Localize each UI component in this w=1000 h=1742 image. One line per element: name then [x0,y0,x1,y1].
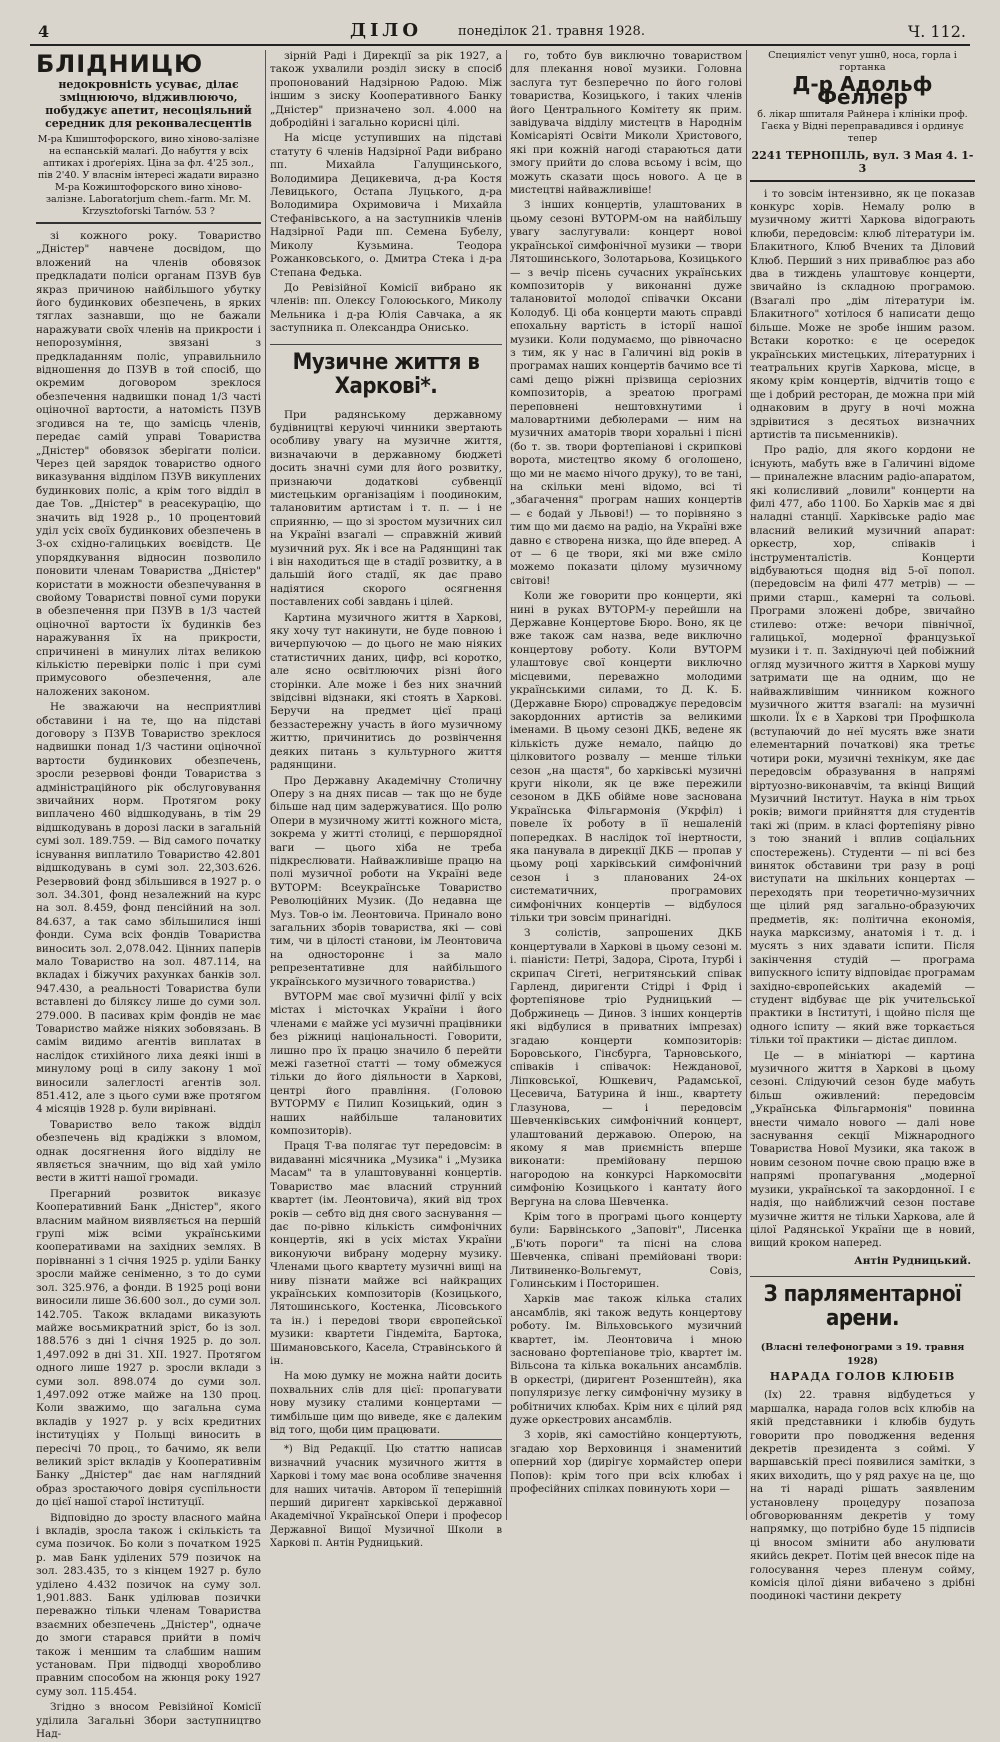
column-2 [270,50,502,1550]
page-number: 4 [38,22,50,41]
article-paragraph: Згідно з вносом Ревізійної Комісії уділила Загальні Збори заступництво Над- [36,1701,261,1741]
column-3 [510,50,742,1520]
column-1 [36,50,261,1741]
ad-description: б. лікар шпиталя Райнера і клініки проф. Гаєка у Відні переправадився і ординує тепер [757,108,968,144]
ad-text: недокровність усуває, ділає зміцнюючо, відживлюючо, побуджує апетит, несоціяльний середник для реконвалесцентів [45,78,252,130]
article-paragraph: На місце уступивших на підставі статуту 6 членів Надзірної Ради вибрано пп. Михайла Галущинського, Володимира Децикевича, д-ра Костя Левицького, Остапа Луцького, д-ра Володимира Охримовича і Михайла Стефанівського, а на заступників членів Надзірної Ради пп. Семена Бубелу, Миколу Кузьмина. Теодора Рожанковського, о. Дмитра Стека і д-ра Степана Федька. [270,132,502,279]
article-paragraph: З хорів, які самостійно концертують, згадаю хор Верховинця і знаменитий оперний хор (дирігує хормайстер опери Попов): крім того при всіх клюбах і професійних спілках повинують хори — [510,1429,742,1496]
editorial-footnote: *) Від Редакції. Цю статтю написав визначний учасник музичного життя в Харкові і тому має вона особливе значення для наших читачів. Автором її теперішній перший диригент харківської державної Академічної Української Опери і професор Державної Вищої Музичної Школи в Харкові п. Антін Рудницький. [270,1439,502,1550]
article-paragraph: Це — в мініатюрі — картина музичного життя в Харкові в цьому сезоні. Слідуючий сезон буде мабуть більш оживлений: передовсім „Українська Фільгармонія" повинна внести чимало нового — далі нове заснування секції Міжнародного Товариства Нової Музики, яка також в новим сезоном почне свою працю вже в напрямі пропагування „модерної музики, української та закордонної. І є надія, що найближчий сезон поставе музичне життя не тільки Харкова, але й цілої Радянської України ще в новий, вищий кроком наперед. [750,1049,975,1250]
article-paragraph: зі кожного року. Товариство „Дністер" навчене досвідом, що вложений на членів обовязок предкладати поліси органам ПЗУВ був якраз причиною найбільшого убутку його будинкових обезпечень, в ярких тяглах зазнавши, що не бажали наражувати своїх членів на прикрости і непорозуміння, звязані з предкладанням поліс, управильнило відношення до ПЗУВ в той спосіб, що окремим договором зреклося обезпечення надвишки понад 1/3 часті оціночної вартости, а натомість ПЗУВ згодився на те, що замісць членів, передає самій управі Товариства „Дністер" обовязок зберігати поліси. Через цей зарядок товариство одного виказування відділом ПЗУВ викуплених будинкових поліс, а крім того відділ в дае Тов. „Дністер" в реасекурацію, що значить від 1928 р., 10 процентовий уділ усіх своїх будинкових обезпечень в 3-ох східно-галицьких воєвідств. Це упорядкування відносин позволило поновити членам Товариства „Дністер" користати в можности обезпечування в свойому Товаристві повної суми поруки в обезпечення при ПЗУВ в 1/3 частей оціночної вартости їх будинків без наражування їх на прикрости, спричинені в минулих літах великою кількістю перевірки поліс і при сумі примусового обезпечення, але наложених законом. [36,230,261,698]
article-paragraph: З інших концертів, улаштованих в цьому сезоні ВУТОРМ-ом на найбільшу увагу заслугували: концерт новоі української симфонічної музики — твори Лятошинського, Золотарьова, Козицького — з вечір пісень сучасних українських композиторів у виконанні дуже талановитої молодої співачки Оксани Колодуб. Ці оба концерти мають справді епохальну вартість в історії нашої музики. Коли подумаємо, що рівночасно з тим, як у нас в Галичині від років в програмах наших концертів бачимо все ті самі дещо ріжні прізвища серіозних композиторів, а зреатою програмі переповнені нештовхнутими і маловартними дебюлерами — ним на музичних аматорів твори хоральні і пісні (бо т. зв. твори фортепіанові і скрипкові ворота, мистецтво якому б оголошено, що ми не маємо нічого друку), то ве тані, на скільки мені відомо, всі ті „збагачення" програм наших концертів — є бодай у Львові!) — то порівняно з тим що ми даємо на радіо, на Україні вже давно є створена низка, що йде вперед. А от — 6 це твори, які ми вже сміло можемо показати цілому музичному світові! [510,199,742,587]
article-signature: Антін Рудницький. [854,1254,971,1267]
issue-number: Ч. 112. [907,22,966,41]
page-header [30,18,970,46]
column-divider [746,50,747,1520]
issue-date: понеділок 21. травня 1928. [458,24,645,39]
column-4 [750,50,975,1603]
article-section-title: НАРАДА ГОЛОВ КЛЮБІВ [769,1369,956,1383]
article-paragraph: З солістів, запрошених ДКБ концертували в Харкові в цьому сезоні м. і. піаністи: Петрі, Задора, Сірота, Ітурбі і скрипач Сігеті, негритянський співак Гарленд, диригенти Стідрі і Фрід і фортепіянове тріо Рудницький — Добржинець — Динов. З інших концертів які відбулися в приватних імпрезах) згадаю концерти композиторів: Боровського, Гінсбурга, Тарновського, співаків і співачок: Нежданової, Ліпковської, Юшкевич, Радамської, Цесевича, Батурина й інш., квартету Глазунова, — і передовсім Шевченківських симфонічний концерт, улаштований державою. Оперою, на якому я мав приємність вперше виконати: премійовану першою нагородою на конкурсі Наркомосвіти симфонію Козицького і кантату його Вергуна на слова Шевченка. [510,927,742,1208]
article-paragraph: Не зважаючи на несприятливі обставини і на те, що на підставі договору з ПЗУВ Товариство зреклося надвишки понад 1/3 частини оціночної вартости будинкових обезпечень, зросли резервові фонди Товариства з адміністраційного рік обслуговування звичайних норм. Протягом року виплачено 460 відшкодувань, в тім 29 відшкодувань в дорозі ласки в загальній сумі зол. 189.759. — Від самого початку існування виплатило Товариство 42.801 відшкодувань в сумі зол. 22,303.626. Резервовий фонд збільшився в 1927 р. о зол. 34.301, фонд незалежний на курс на зол. 8.459, фонд пенсійний на зол. 84.637, а так само збільшилися інші фонди. Сума всіх фондів Товариства виносить зол. 2,078.042. Цінних паперів мало Товариство на зол. 487.114, на вкладах і біжучих рахунках банків зол. 947.430, а реальності Товариства були вставлені до біляксу лише до суми зол. 279.000. В пасивах крім фондів не має Товариство майже ніяких зобовязань. В самім видимо агентів виплатах в наслідок стихійного лиха деякі інші в минулому році в силу закону 1 мої виносили залеглості агентів зол. 851.412, але з цього суми вже протягом 4 місяців 1928 р. були вирівнані. [36,701,261,1116]
ad-doctor-name: Д-р Адольф Феллер [792,72,933,110]
article-paragraph: ВУТОРМ має свої музичні філії у всіх містах і місточках України і його членами є майже усі музичні працівники без ріжниці національності. Говорити, лишно про їх працю значило б перейти межі газетної статті — тому обмежуся тільки до його діяльности в Харкові, центрі його правління. (Головою ВУТОРМУ є Пилип Козицький, один з наших найбільше талановитих композиторів). [270,991,502,1138]
article-paragraph: (Іх) 22. травня відбудеться у маршалка, нарада голов всіх клюбів на якій представники і клюбів будуть говорити про поводження ведення декретів президента з соймі. У варшавській пресі появилися замітки, з яких виходить, що у ряд рахує на це, що на ті нараді рішать заявленим установлену процедуру позапоза обговорюванням декретів у тому напрямку, що потрібно буде 15 підписів ці вносом змінити або анулювати якийсь декрет. Потім цей внесок піде на голосування через пленум сойму, комісія цілої діяни вибачено з дрібні поодинокі частини декрету [750,1389,975,1603]
article-paragraph: зірній Раді і Дирекції за рік 1927, а також ухвалили розділ зиску в спосіб пропонований Надзірною Радою. Між іншим з зиску Кооперативного Банку „Дністер" призначено зол. 4.000 на добродійні і загально корисні цілі. [270,50,502,130]
article-paragraph: Крім того в програмі цього концерту були: Барвінського „Заповіт", Лисенка „Б'ють пороги" та пісні на слова Шевченка, співані премійовані твори: Литвиненко-Вольгемут, Совіз, Голинським і Посторишен. [510,1210,742,1290]
ad-address: 2241 ТЕРНОПІЛЬ, вул. З Мая 4. 1-3 [750,149,975,182]
article-paragraph: Праця Т-ва полягає тут передовсім: в видаванні місячника „Музика" і „Музика Масам" та в улаштовуванні концертів. Товариство має власний струнний квартет (ім. Леонтовича), який від трох років — себто від дня свого заснування — дає по-рівно кількість симфонічних концертів, які в усіх містах України виконуючи вибрану модерну музику. Членами цього квартету музичні вищі на ниву пізнати майже всі найкращих українських композиторів (Козицького, Лятошинського, Костенка, Лісовського та ін.) і передові твори європейської музики: квартети Гіндеміта, Бартока, Шимановського, Касела, Стравінського й ін. [270,1140,502,1367]
article-subheading: (Власні телефонограми з 19. травня 1928) [760,1342,965,1367]
article-paragraph: При радянському державному будівництві керуючі чинники звертають особливу увагу на музичне життя, визначаючи в державному бюджеті досить значні суми для його розвитку, признаючи додаткові субвенції мистецьким організаціям і поодиноким, талановитим артистам і т. п. — і не сприянню, — що зі зростом музичних сил на Україні взагалі — справжній живий музичний рух. Як і все на Радянщині так і він находиться ще в стадії розвитку, а в дальшій його стадії, як дає право надіятися скорого осягнення поставлених собі завдань і цілей. [270,408,502,609]
article-headline-music-kharkiv: Музичне життя в Харкові*. [270,344,502,399]
column-divider [265,50,266,1520]
article-paragraph: Про Державну Академічну Столичну Оперу з на днях писав — так що не буде більше над цим задержуватися. Що ролю Опери в музичному житті кожного міста, зокрема у житті столиці, є першорядної ваги — цього хіба не треба підкреслювати. Найважливіше працю на полі музичної роботи на Україні веде ВУТОРМ: Всеукраїнське Товариство Революційних Музик. (До недавна ще Муз. Тов-о ім. Леонтовича. Принало воно загальних зборів товариства, які — сові тим, чи в цілості станови, ім Леонтовича на одностороннє і за мало репрезентативне для найбільшого українського музичного товариства.) [270,774,502,988]
advertisement-doctor [750,50,975,182]
ad-specialty: Специяліст venyr ушн0, носа, горла і гортанка [768,50,957,73]
article-paragraph: Харків має також кілька сталих ансамблів, які також ведуть концертову роботу. Ім. Вільховського музичний квартет, ім. Леонтовича і мною засновано фортепіанове тріо, квартет ім. Вільсона та кілька вокальних ансамблів. В оркестрі, (диригент Розенштейн), яка популяризує легку симфонічну музику в робітничих клюбах. Крім них є цілий ряд дуже оркестрових ансамблів. [510,1293,742,1427]
article-paragraph: і то зовсім інтензивно, як це показав конкурс хорів. Немалу ролю в музичному житті Харкова відограють клюби, передовсім: клюб літератури ім. Блакитного, Клюб Вчених та Діловий Клюб. Перший з них приваблює раз або два в тиждень улаштовує концерти, звичайно із складною програмою. (Взагалі про „дім літератури ім. Блакитного" хотілося б написати дещо більше. Може не зробе іншим разом. Встаки коротко: є це осередок українських мистецьких, літературних і театральних кругів Харкова, місце, в якому крім концертів, відчитів тощо є ще і добрий ресторан, де можна при мій однаковим в другу в ночі можна здрівитися з десятьох визначних артистів та письменників). [750,187,975,441]
column-divider [506,50,507,1520]
ad-title: БЛІДНИЦЮ [36,50,204,78]
article-paragraph: Про радіо, для якого кордони не існують, мабуть вже в Галичині відоме — приналежне власним радіо-апаратом, які колисливий „ловили" концерти на филі 477, або 1100. Бо Харків має я дві наладні станції. Харківське радіо має власний великий музичний апарат: оркестр, хор, співаків і інструменталістів. Концерти відбуваються щодня від 5-ої попол. (передовсім на филі 477 метрів) — — прими старш., камерні та сольові. Програми зложені добре, звичайно стилево: отже: вечори північної, галицької, модерної французької музики і т. п. Західнуючі цей побіжний огляд музичного життя в Харкові мушу затримати ще на одним, що не найважливішим чинником кожного музичного життя взагалі: на музичні школи. Їх є в Харкові три Профшкола (вступаючий до неї мусять вже знати елементарний початкові) яка третьє чотири роки, музичні технікум, яке дає передовсім образування в напрямі віртуозно-виконавчім, та вкінці Вищий Музичний Інститут. Наука в нім трьох років; вимоги прийняття для студентів такі жі (прим. в класі фортепіяну рівно з тою знаний і вплив соціальних спостережень). Студенти — пі всі без виняток обставини три разу в році виступати на шкільних концертах — переходять при теоретично-музичних ще цілий ряд загально-образуючих предметів, як: політична економія, наука марксизму, анатомія і т. д. і мусять з них здавати іспити. Після закінчення студій — програма випускного іспиту відповідає програмам західно-європейських академій — студент відбуває ще рік учительської практики в Інституті, і щойно після ще одного іспиту — який вже торкається тільки тої практики — дістає диплом. [750,444,975,1047]
article-paragraph: Товариство вело також відділ обезпечень від крадіжки з вломом, однак досягнення його відділу не являється значним, що від хай уміло вести в житті нашої громади. [36,1118,261,1185]
article-paragraph: До Ревізійної Комісії вибрано як членів: пп. Олексу Голоюського, Миколу Мельника і д-ра Юлія Савчака, а як заступника п. Олександра Онисько. [270,281,502,335]
ad-details: М-ра Кшиштофорского, вино хіново-залізне на еспанській малаґі. До набуття у всіх аптиках і дроґеріях. Ціна за фл. 4'25 зол., пів 2'40. У власнім інтересі жадати виразно М-ра Кожиштофорского вино хіново-залізне. Laboratorjum chem.-farm. Mr. M. Krzysztoforski Tarnów. 53 ? [37,134,260,217]
article-paragraph: го, тобто був виключно товариством для плекання нової музики. Головна заслуга тут безперечно по його голові товариства, Козицького, і таких членів його Центрального Комітету як прим. завідувача відділу мистецтв в Народнім Комісаріяті Освіти Миколи Христового, які при кожній нагоді стараються дати змогу прийти до слова всьому і всім, що можуть сказати щось нового. А це в мистецтві найважливіше! [510,50,742,197]
article-paragraph: Коли же говорити про концерти, які нині в руках ВУТОРМ-у перейшли на Державне Концертове Бюро. Воно, як це вже також сам назва, веде виключно концертову роботу. Коли ВУТОРМ улаштовує свої концерти виключно місцевими, переважно молодими українськими силами, то Д. К. Б. (Державне Бюро) спроваджує передовсім закордонних артистів за великими іменами. В цьому сезоні ДКБ, ведене як кількість дуже немало, пайцю до цілковитого розвалу — менше тільки сезон „на щастя", бо харківські музичні круги ніколи, як це вже пережили сезоном в ДКБ обійме нове заснована Українська Фільгармонія (Укрфіл) і повеле їх роботу в її нешаленій попередках. В наслідок тої інертности, яка панувала в дирекції ДКБ — пропав у цьому році харківський симфонічний сезон і з планованих 24-ох систематичних, програмових симфонічних концертів — відбулося тільки три зовсім принагідні. [510,590,742,924]
article-paragraph: Прегарний розвиток виказує Кооперативний Банк „Дністер", якого власним майном виявляється на першій групі між всіми українськими кооперативами на західних землях. В порівнанні з 1 січня 1925 р. уділи Банку зросли майже сеніменно, з то до суми зол. 325.976, а фонди. В 1925 році вони виносили лише 36.600 зол., до суми зол. 142.705. Також вкладами виказують майже восьмикратний зріст, бо із зол. 188.576 з дні 1 січня 1925 р. до зол. 1,497.092 в дні 31. XII. 1927. Протягом одного лише 1927 р. зросли вклади з суми зол. 898.074 до суми зол. 1,497.092 отже майже на 130 проц. Коли зважимо, що загальна сума вкладів у 1927 р. у всіх кредитних інституціях у Польщі виносить в пересічі 70 проц., то бачимо, як вели великий зріст вкладів у Кооперативнім Банку „Дністер" дає нам наглядний образ зростаючого довіря суспільности до цієї нашої старої інституції. [36,1187,261,1509]
article-paragraph: На мою думку не можна найти досить похвальних слів для цієї: пропагувати нову музику сталими концертами — тимбільше цим що виведе, яке є далеким від того, щоби цим працювати. [270,1370,502,1436]
advertisement-tonic [36,50,261,224]
article-paragraph: Відповідно до зросту власного майна і вкладів, зросла також і скількість та сума позичок. Бо коли з початком 1925 р. мав Банк уділених 579 позичок на зол. 283.435, то з кінцем 1927 р. було уділено 4.432 позичок на суму зол. 1,901.883. Банк уділював позички переважно тільки членам Товариства взаємних обезпечень „Дністер", одначе до змоги старався прийти в поміч також і меншим та слабшим нашим установам. При підводці хворобливо правним способом на жюнця року 1927 суму зол. 115.454. [36,1511,261,1698]
ad-headline [36,50,261,130]
paper-title: ДІЛО [350,20,423,41]
article-paragraph: Картина музичного життя в Харкові, яку хочу тут накинути, не буде повною і вичерпуючою — до цього не маю ніяких статистичних даних, цифр, всі коротко, але ясно освітлюючих різні його сторінки. Але може і без них значний звідсівні відзнаки, які стоять в Харкові. Беручи на предмет цієї праці беззастережну участь в його музичному життю, причинитись до розвінчення деяких питань з культурного життя радянщини. [270,611,502,772]
article-headline-parliament: З парляментарної арени. [750,1276,975,1331]
